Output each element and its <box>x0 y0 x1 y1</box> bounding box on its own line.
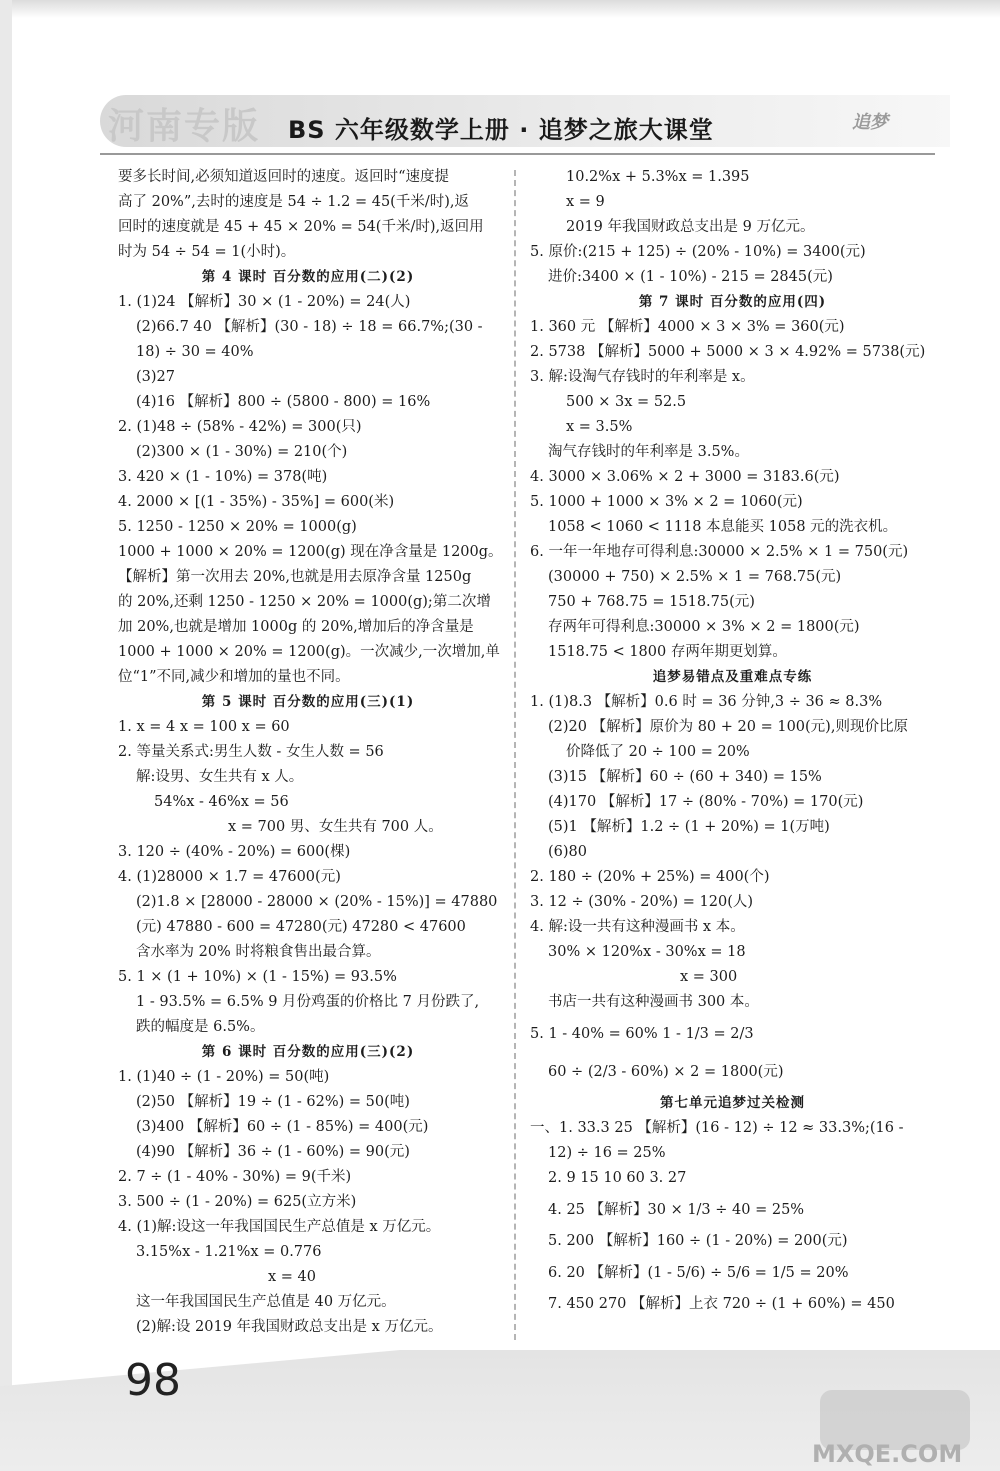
answer-line: 1 - 93.5% = 6.5% 9 月份鸡蛋的价格比 7 月份跌了, <box>136 994 480 1010</box>
section-heading: 第 6 课时 百分数的应用(三)(2) <box>201 1044 415 1060</box>
answer-line: x = 3.5% <box>566 419 633 435</box>
answer-line: 的 20%,还剩 1250 - 1250 × 20% = 1000(g);第二次增 <box>118 594 491 610</box>
answer-line: 4. (1)28000 × 1.7 = 47600(元) <box>118 869 341 885</box>
answer-line: 2. 180 ÷ (20% + 25%) = 400(个) <box>530 869 770 885</box>
answer-line: 1000 + 1000 × 20% = 1200(g) 现在净含量是 1200g。 <box>118 544 503 560</box>
answer-line: 这一年我国国民生产总值是 40 万亿元。 <box>136 1294 396 1310</box>
answer-line: 位“1”不同,减少和增加的量也不同。 <box>118 669 350 685</box>
answer-line: (6)80 <box>548 844 587 860</box>
answer-line: 存两年可得利息:30000 × 3% × 2 = 1800(元) <box>548 619 860 635</box>
answer-line: 时为 54 ÷ 54 = 1(小时)。 <box>118 244 296 260</box>
answer-line: 60 ÷ (2/3 - 60%) × 2 = 1800(元) <box>548 1064 784 1080</box>
answer-line: 7. 450 270 【解析】上衣 720 ÷ (1 + 60%) = 450 <box>548 1296 895 1312</box>
answer-line: 2019 年我国财政总支出是 9 万亿元。 <box>566 219 815 235</box>
answer-line: x = 9 <box>566 194 605 210</box>
answer-line: 12) ÷ 16 = 25% <box>548 1145 666 1161</box>
answer-line: x = 40 <box>268 1269 316 1285</box>
answer-line: (元) 47880 - 600 = 47280(元) 47280 < 47600 <box>136 919 466 935</box>
answer-line: (2)50 【解析】19 ÷ (1 - 62%) = 50(吨) <box>136 1094 410 1110</box>
answer-line: (2)1.8 × [28000 - 28000 × (20% - 15%)] = 47880 <box>136 894 498 910</box>
answer-line: 3. 120 ÷ (40% - 20%) = 600(棵) <box>118 844 351 860</box>
answer-line: 5. 1 - 40% = 60% 1 - 1/3 = 2/3 <box>530 1026 754 1042</box>
answer-line: 1. 360 元 【解析】4000 × 3 × 3% = 360(元) <box>530 319 845 335</box>
answer-line: (4)170 【解析】17 ÷ (80% - 70%) = 170(元) <box>548 794 864 810</box>
page-left-edge <box>0 0 12 1471</box>
answer-line: (3)27 <box>136 369 175 385</box>
answer-line: (2)20 【解析】原价为 80 + 20 = 100(元),则现价比原 <box>548 719 908 735</box>
answer-line: 2. 等量关系式:男生人数 - 女生人数 = 56 <box>118 744 384 760</box>
answer-line: 18) ÷ 30 = 40% <box>136 344 254 360</box>
answer-line: 4. 解:设一共有这种漫画书 x 本。 <box>530 919 745 935</box>
answer-line: 3. 420 × (1 - 10%) = 378(吨) <box>118 469 328 485</box>
answer-line: (5)1 【解析】1.2 ÷ (1 + 20%) = 1(万吨) <box>548 819 830 835</box>
answer-line: (3)15 【解析】60 ÷ (60 + 340) = 15% <box>548 769 822 785</box>
answer-line: (3)400 【解析】60 ÷ (1 - 85%) = 400(元) <box>136 1119 429 1135</box>
answer-line: (30000 + 750) × 2.5% × 1 = 768.75(元) <box>548 569 842 585</box>
column-divider <box>514 170 516 1340</box>
answer-line: 进价:3400 × (1 - 10%) - 215 = 2845(元) <box>548 269 833 285</box>
answer-line: 1. x = 4 x = 100 x = 60 <box>118 719 290 735</box>
section-heading: 追梦易错点及重难点专练 <box>652 669 813 685</box>
answer-line: 1000 + 1000 × 20% = 1200(g)。一次减少,一次增加,单 <box>118 644 500 660</box>
answer-line: (4)16 【解析】800 ÷ (5800 - 800) = 16% <box>136 394 431 410</box>
answer-line: 1. (1)24 【解析】30 × (1 - 20%) = 24(人) <box>118 294 411 310</box>
answer-line: 5. 1 × (1 + 10%) × (1 - 15%) = 93.5% <box>118 969 397 985</box>
edition-brand: 河南专版 <box>108 106 261 147</box>
answer-line: 5. 1250 - 1250 × 20% = 1000(g) <box>118 519 357 535</box>
section-heading: 第 7 课时 百分数的应用(四) <box>638 294 827 310</box>
answer-line: 4. 3000 × 3.06% × 2 + 3000 = 3183.6(元) <box>530 469 840 485</box>
section-heading: 第七单元追梦过关检测 <box>660 1095 805 1111</box>
answer-line: 6. 一年一年地存可得利息:30000 × 2.5% × 1 = 750(元) <box>530 544 909 560</box>
answer-line: 5. 200 【解析】160 ÷ (1 - 20%) = 200(元) <box>548 1233 848 1249</box>
answer-line: 高了 20%”,去时的速度是 54 ÷ 1.2 = 45(千米/时),返 <box>118 194 469 210</box>
answer-line: 4. (1)解:设这一年我国国民生产总值是 x 万亿元。 <box>118 1219 441 1235</box>
answer-line: (4)90 【解析】36 ÷ (1 - 60%) = 90(元) <box>136 1144 410 1160</box>
left-column <box>118 165 503 1340</box>
answer-line: 含水率为 20% 时将粮食售出最合算。 <box>136 944 381 960</box>
answer-line: x = 700 男、女生共有 700 人。 <box>228 819 443 835</box>
answer-line: 书店一共有这种漫画书 300 本。 <box>548 994 759 1010</box>
watermark-text: MXQE.COM <box>812 1440 963 1468</box>
answer-line: 500 × 3x = 52.5 <box>566 394 687 410</box>
answer-line: 解:设男、女生共有 x 人。 <box>136 769 304 785</box>
answer-line: (2)66.7 40 【解析】(30 - 18) ÷ 18 = 66.7%;(30 - <box>136 319 483 335</box>
answer-line: x = 300 <box>680 969 738 985</box>
answer-line: 一、1. 33.3 25 【解析】(16 - 12) ÷ 12 ≈ 33.3%;(16 - <box>530 1120 904 1136</box>
answer-line: 3. 500 ÷ (1 - 20%) = 625(立方米) <box>118 1194 357 1210</box>
answer-line: 1058 < 1060 < 1118 本息能买 1058 元的洗衣机。 <box>548 519 898 535</box>
answer-line: 1. (1)40 ÷ (1 - 20%) = 50(吨) <box>118 1069 330 1085</box>
publisher-logo: 追梦 <box>852 112 888 133</box>
answer-line: 10.2%x + 5.3%x = 1.395 <box>566 169 750 185</box>
answer-line: 6. 20 【解析】(1 - 5/6) ÷ 5/6 = 1/5 = 20% <box>548 1265 849 1281</box>
answer-line: 5. 原价:(215 + 125) ÷ (20% - 10%) = 3400(元) <box>530 244 866 260</box>
answer-line: 跌的幅度是 6.5%。 <box>136 1019 265 1035</box>
answer-line: 3. 解:设淘气存钱时的年利率是 x。 <box>530 369 755 385</box>
answer-line: 2. 7 ÷ (1 - 40% - 30%) = 9(千米) <box>118 1169 352 1185</box>
answer-line: 2. (1)48 ÷ (58% - 42%) = 300(只) <box>118 419 362 435</box>
answer-line: 4. 2000 × [(1 - 35%) - 35%] = 600(米) <box>118 494 395 510</box>
answer-line: 1518.75 < 1800 存两年期更划算。 <box>548 644 787 660</box>
page-top-edge <box>0 0 1000 18</box>
answer-line: 3.15%x - 1.21%x = 0.776 <box>136 1244 322 1260</box>
answer-line: 淘气存钱时的年利率是 3.5%。 <box>548 444 749 460</box>
answer-line: 加 20%,也就是增加 1000g 的 20%,增加后的净含量是 <box>118 619 474 635</box>
answer-line: 1. (1)8.3 【解析】0.6 时 = 36 分钟,3 ÷ 36 ≈ 8.3% <box>530 694 883 710</box>
section-heading: 第 4 课时 百分数的应用(二)(2) <box>201 269 415 285</box>
book-title: BS 六年级数学上册 · 追梦之旅大课堂 <box>288 116 714 144</box>
answer-line: 54%x - 46%x = 56 <box>154 794 289 810</box>
answer-line: 3. 12 ÷ (30% - 20%) = 120(人) <box>530 894 754 910</box>
answer-line: 30% × 120%x - 30%x = 18 <box>548 944 746 960</box>
header-rule <box>100 153 935 155</box>
answer-line: 750 + 768.75 = 1518.75(元) <box>548 594 755 610</box>
right-column <box>530 165 935 1317</box>
answer-line: 回时的速度就是 45 + 45 × 20% = 54(千米/时),返回用 <box>118 219 484 235</box>
answer-line: 2. 9 15 10 60 3. 27 <box>548 1170 687 1186</box>
answer-line: (2)解:设 2019 年我国财政总支出是 x 万亿元。 <box>136 1319 443 1335</box>
answer-line: 4. 25 【解析】30 × 1/3 ÷ 40 = 25% <box>548 1202 805 1218</box>
page-number: 98 <box>125 1355 181 1406</box>
answer-line: 5. 1000 + 1000 × 3% × 2 = 1060(元) <box>530 494 803 510</box>
answer-line: 【解析】第一次用去 20%,也就是用去原净含量 1250g <box>118 569 472 585</box>
answer-line: (2)300 × (1 - 30%) = 210(个) <box>136 444 348 460</box>
answer-line: 要多长时间,必须知道返回时的速度。返回时“速度提 <box>118 169 450 185</box>
answer-line: 2. 5738 【解析】5000 + 5000 × 3 × 4.92% = 5738(元) <box>530 344 926 360</box>
section-heading: 第 5 课时 百分数的应用(三)(1) <box>201 694 415 710</box>
answer-line: 价降低了 20 ÷ 100 = 20% <box>566 744 750 760</box>
